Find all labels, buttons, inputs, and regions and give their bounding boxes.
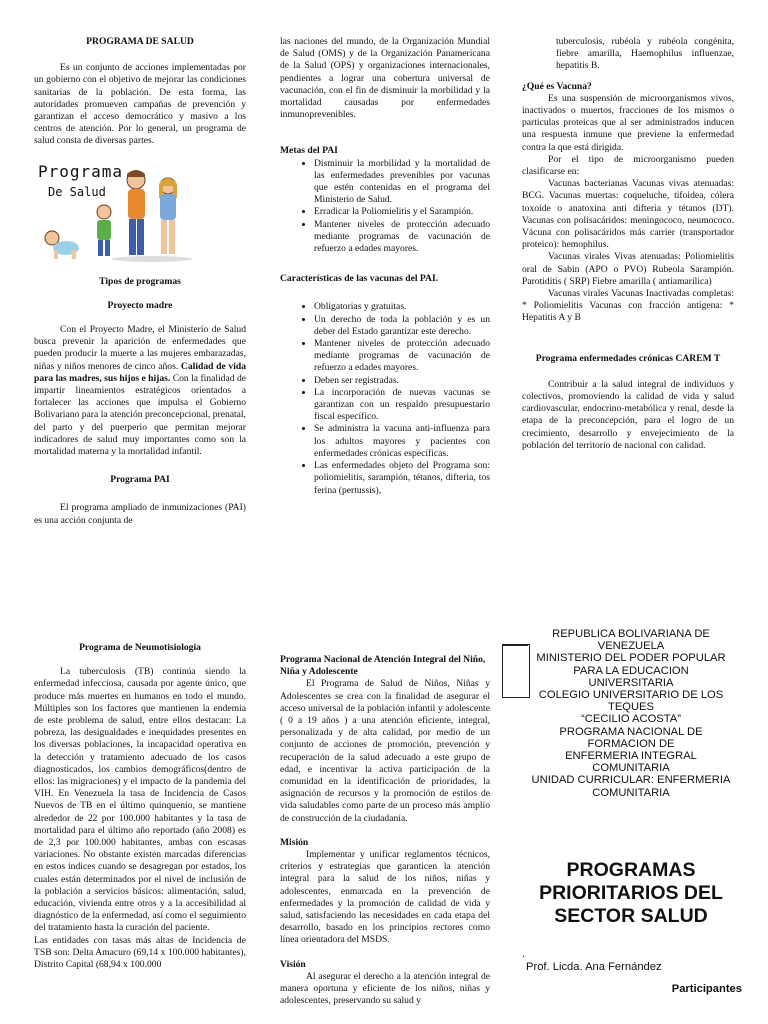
pai-continuation: las naciones del mundo, de la Organización Mundial de Salud (OMS) y de la Organización Panamericana de la Salud (OPS) y organizaciones internacionales, pendientes a lograr una cobertura universal de vacunación, con el fin de disminuir la morbilidad y la mortalidad causadas por enfermedades inmunoprevenibles. xyxy=(280,36,490,121)
vacuna-clasificacion: Por el tipo de microorganismo pueden clasificarse en: xyxy=(522,153,734,178)
proyecto-text-b: Con la finalidad de impartir lineamientos estratégicos orientados a fortalecer las acciones que impulsa el Gobierno Bolivariano para la atención preconcepcional, prenatal, del parto y del puerperio que permitan mejorar indicadores de salud muy importantes como son la mortalidad materna y la mortalidad infantil. xyxy=(34,372,246,458)
caracteristica-item: • Mantener niveles de protección adecuado mediante programas de vacunación de refuerzo a edades mayores. xyxy=(314,338,490,375)
institution-line: ENFERMERIA INTEGRAL xyxy=(565,750,697,763)
vision-heading: Visión xyxy=(280,958,306,970)
vacunas-virales-inactivadas: Vacunas virales Vacunas Inactivadas completas: * Poliomielitis Vacunas con fracción antígena: * Hepatitis A y B xyxy=(522,288,734,324)
caracteristica-item: • Un derecho de toda la población y es un deber del Estado garantizar este derecho. xyxy=(314,314,490,338)
col1-bottom xyxy=(34,642,246,1024)
pai-heading: Programa PAI xyxy=(110,474,170,486)
metas-heading: Metas del PAI xyxy=(280,145,338,157)
col1-top xyxy=(34,36,246,527)
proyecto-text-a: Con el Proyecto Madre, el Ministerio de Salud busca prevenir la aparición de enfermedades que pueden producir la muerte a las mujeres embarazadas, niñas y niños menores de cinco años. xyxy=(34,324,246,372)
col3-top xyxy=(522,36,734,452)
mision-heading: Misión xyxy=(280,836,309,848)
proyecto-bold-phrase: Calidad de vida para las madres, sus hijos e hijas. xyxy=(34,360,246,384)
neumotisiologia-heading: Programa de Neumotisiologia xyxy=(79,642,201,653)
institution-line: UNIVERSITARIA xyxy=(588,676,674,689)
neumotisiologia-paragraph: La tuberculosis (TB) continúa siendo la enfermedad infecciosa, causada por agente único, que produce más muertes en humanos en todo el mundo. Múltiples son los factores que mantienen la endemia de este problema de salud, entre ellos destacan: La pobreza, las desigualdades e inequidades presentes en los diversas poblaciones, la incapacidad operativa en la detección y tratamiento adecuado de los casos diagnosticados, los cambios demográficos(dentro de ellos: las migraciones) y el impacto de la pandemia del VIH. En Venezuela la tasa de Incidencia de Casos Nuevos de TB en el último quinquenio, se mantiene alrededor de 22 por 100.000 habitantes y la tasa de mortalidad para el último año reportado (año 2008) es de 2,3 por 100.000 habitantes, ambas con escasas variaciones. No obstante existen marcadas diferencias en estos índices cuando se desagregan por estados, los cuales están determinados por el nivel de inclusión de la población a servicios básicos: alimentación, salud, educación, vivienda entre otros y a la accesibilidad al diagnóstico de la enfermedad, así como el seguimiento del tratamiento hasta la curación del paciente. xyxy=(34,666,246,934)
intro-paragraph: Es un conjunto de acciones implementadas por un gobierno con el objetivo de mejorar las condiciones sanitarias de la población. De esta forma, las autoridades promueven campañas de prevención y garantizan el acceso democrático y masivo a los centros de atención. Por lo general, un programa de salud consta de diversas partes. xyxy=(34,62,246,147)
caracteristica-item: • La incorporación de nuevas vacunas se garantizan con un respaldo presupuestario fiscal específico. xyxy=(314,387,490,424)
institution-line: REPUBLICA BOLIVARIANA DE xyxy=(552,628,710,640)
caracteristica-item: • Las enfermedades objeto del Programa son: poliomielitis, sarampión, tétanos, difteria, tos ferina (pertussis), xyxy=(314,460,490,497)
vacuna-heading: ¿Qué es Vacuna? xyxy=(522,80,592,92)
metas-item: • Mantener niveles de protección adecuado mediante programas de vacunación de refuerzo a edades mayores. xyxy=(314,219,490,256)
caracteristicas-list xyxy=(280,301,490,496)
metas-item: • Erradicar la Poliomielitis y el Sarampión. xyxy=(314,206,490,218)
carem-paragraph: Contribuir a la salud integral de individuos y colectivos, promoviendo la calidad de vida y salud cardiovascular, endocrino-metabólica y renal, desde la etapa de la preconcepción, para el logro de un crecimiento, desarrollo y envejecimiento de la población del territorio de nacional con calidad. xyxy=(522,378,734,451)
page-title: PROGRAMA DE SALUD xyxy=(86,36,194,47)
logo-line-1: Programa xyxy=(38,161,124,181)
institution-line: FORMACION DE xyxy=(587,737,675,750)
vacunas-virales-vivas: Vacunas virales Vivas atenuadas: Poliomielitis oral de Sabin (APO o PVO) Rubeola Sarampión. Parotiditis ( SRP) Fiebre amarilla ( antiamarílica) xyxy=(522,251,734,287)
metas-list xyxy=(280,158,490,256)
institution-line: VENEZUELA xyxy=(597,640,665,653)
caracteristica-item: • Se administra la vacuna anti-influenza para los adultos mayores y pacientes con enfermedades crónicas específicas. xyxy=(314,423,490,460)
programa-de-salud-illustration xyxy=(34,158,246,268)
caracteristica-item: • Obligatorias y gratuitas. xyxy=(314,301,490,313)
cover-title xyxy=(520,859,742,928)
institution-line: PARA LA EDUCACION xyxy=(573,664,689,677)
neumotisiologia-tasas: Las entidades con tasas más altas de Incidencia de TSB son: Delta Amacuro (69,14 x 100.000 habitantes), Distrito Capital (68,94 x 100.000 xyxy=(34,934,246,971)
institution-line: UNIDAD CURRICULAR: ENFERMERIA xyxy=(531,774,731,787)
mision-paragraph: Implementar y unificar reglamentos técnicos, criterios y estrategias que garanticen la atención integral para la salud de los niños, niñas y adolescentes, enmarcada en la prevención de enfermedades y la promoción de calidad de vida y salud, satisfaciendo las necesidades en cada etapa del desarrollo, basado en los principios rectores como línea orientadora del MSDS. xyxy=(280,849,490,946)
institution-line: MINISTERIO DEL PODER POPULAR xyxy=(536,652,726,665)
cover xyxy=(520,628,742,1024)
carem-heading: Programa enfermedades crónicas CAREM T xyxy=(535,352,721,364)
proyecto-madre-paragraph xyxy=(34,324,246,458)
vacunas-bacterianas: Vacunas bacterianas Vacunas vivas atenuadas: BCG. Vacunas muertas: coqueluche, tifoidea, cólera toxoide o anatoxina anti difteria y tétanos (DT). Vacunas con polisacáridos: meningococo, neumococo. Vácuna con polisacáridos más carrier (transportador proteico): hemophilus. xyxy=(522,178,734,251)
institution-line: PROGRAMA NACIONAL DE xyxy=(559,725,703,738)
atencion-integral-heading: Programa Nacional de Atención Integral del Niño, Niña y Adolescente xyxy=(280,654,486,678)
atencion-integral-paragraph: El Programa de Salud de Niños, Niñas y Adolescentes se crea con la finalidad de asegurar el acceso universal de la población infantil y adolescente ( 0 a 19 años ) a una atención eficiente, integral, personalizada y de alta calidad, por medio de un conjunto de acciones de promoción, prevención y recuperación de la salud adecuado a este grupo de edad, e incentivar la activa participación de la comunidad en la identificación de prioridades, la asignación de recursos y la promoción de estilos de vida saludables como parte de un proceso más amplio de construcción de la ciudadanía. xyxy=(280,678,490,824)
cover-title-line: PROGRAMAS xyxy=(566,858,696,881)
institution-line: TEQUES xyxy=(607,701,654,714)
professor-name: Prof. Licda. Ana Fernández xyxy=(526,960,662,973)
caracteristicas-heading: Características de las vacunas del PAI. xyxy=(280,273,439,285)
cover-title-line: SECTOR SALUD xyxy=(554,904,708,927)
institution-line: “CECILIO ACOSTA” xyxy=(581,713,681,726)
vision-paragraph: Al asegurar el derecho a la atención integral de manera oportuna y eficiente de los niños, niñas y adolescentes, preservando su salud y xyxy=(280,970,490,1007)
institution-line: COLEGIO UNIVERSITARIO DE LOS xyxy=(538,689,724,702)
cover-title-line: PRIORITARIOS DEL xyxy=(539,881,723,904)
participants-label: Participantes xyxy=(671,982,742,995)
caracteristica-item: • Deben ser registradas. xyxy=(314,375,490,387)
enfermedades-continuation: tuberculosis, rubéola y rubéola congénita, fiebre amarilla, Haemophilus influenzae, hepatitis B. xyxy=(556,36,734,72)
logo-line-2: De Salud xyxy=(48,184,106,199)
illustration-logo-text xyxy=(38,162,123,202)
proyecto-madre-heading: Proyecto madre xyxy=(107,299,173,311)
cover-dot: . xyxy=(522,947,526,960)
col2-bottom xyxy=(280,654,490,1024)
institution-line: COMUNITARIA xyxy=(592,786,670,799)
pai-paragraph: El programa ampliado de inmunizaciones (PAI) es una acción conjunta de xyxy=(34,502,246,526)
metas-item: • Disminuir la morbilidad y la mortalidad de las enfermedades prevenibles por vacunas que estén contenidas en el programa del Ministerio de Salud. xyxy=(314,158,490,207)
vacuna-definition: Es una suspensión de microorganismos vivos, inactivados o muertos, fracciones de los mismos o partículas proteicas que al ser administrados inducen una respuesta inmune que previene la enfermedad contra la que está dirigida. xyxy=(522,92,734,153)
tipos-heading: Tipos de programas xyxy=(99,275,181,287)
col2-top xyxy=(280,36,490,497)
institution-line: COMUNITARIA xyxy=(592,762,670,775)
institution-block xyxy=(520,628,742,799)
